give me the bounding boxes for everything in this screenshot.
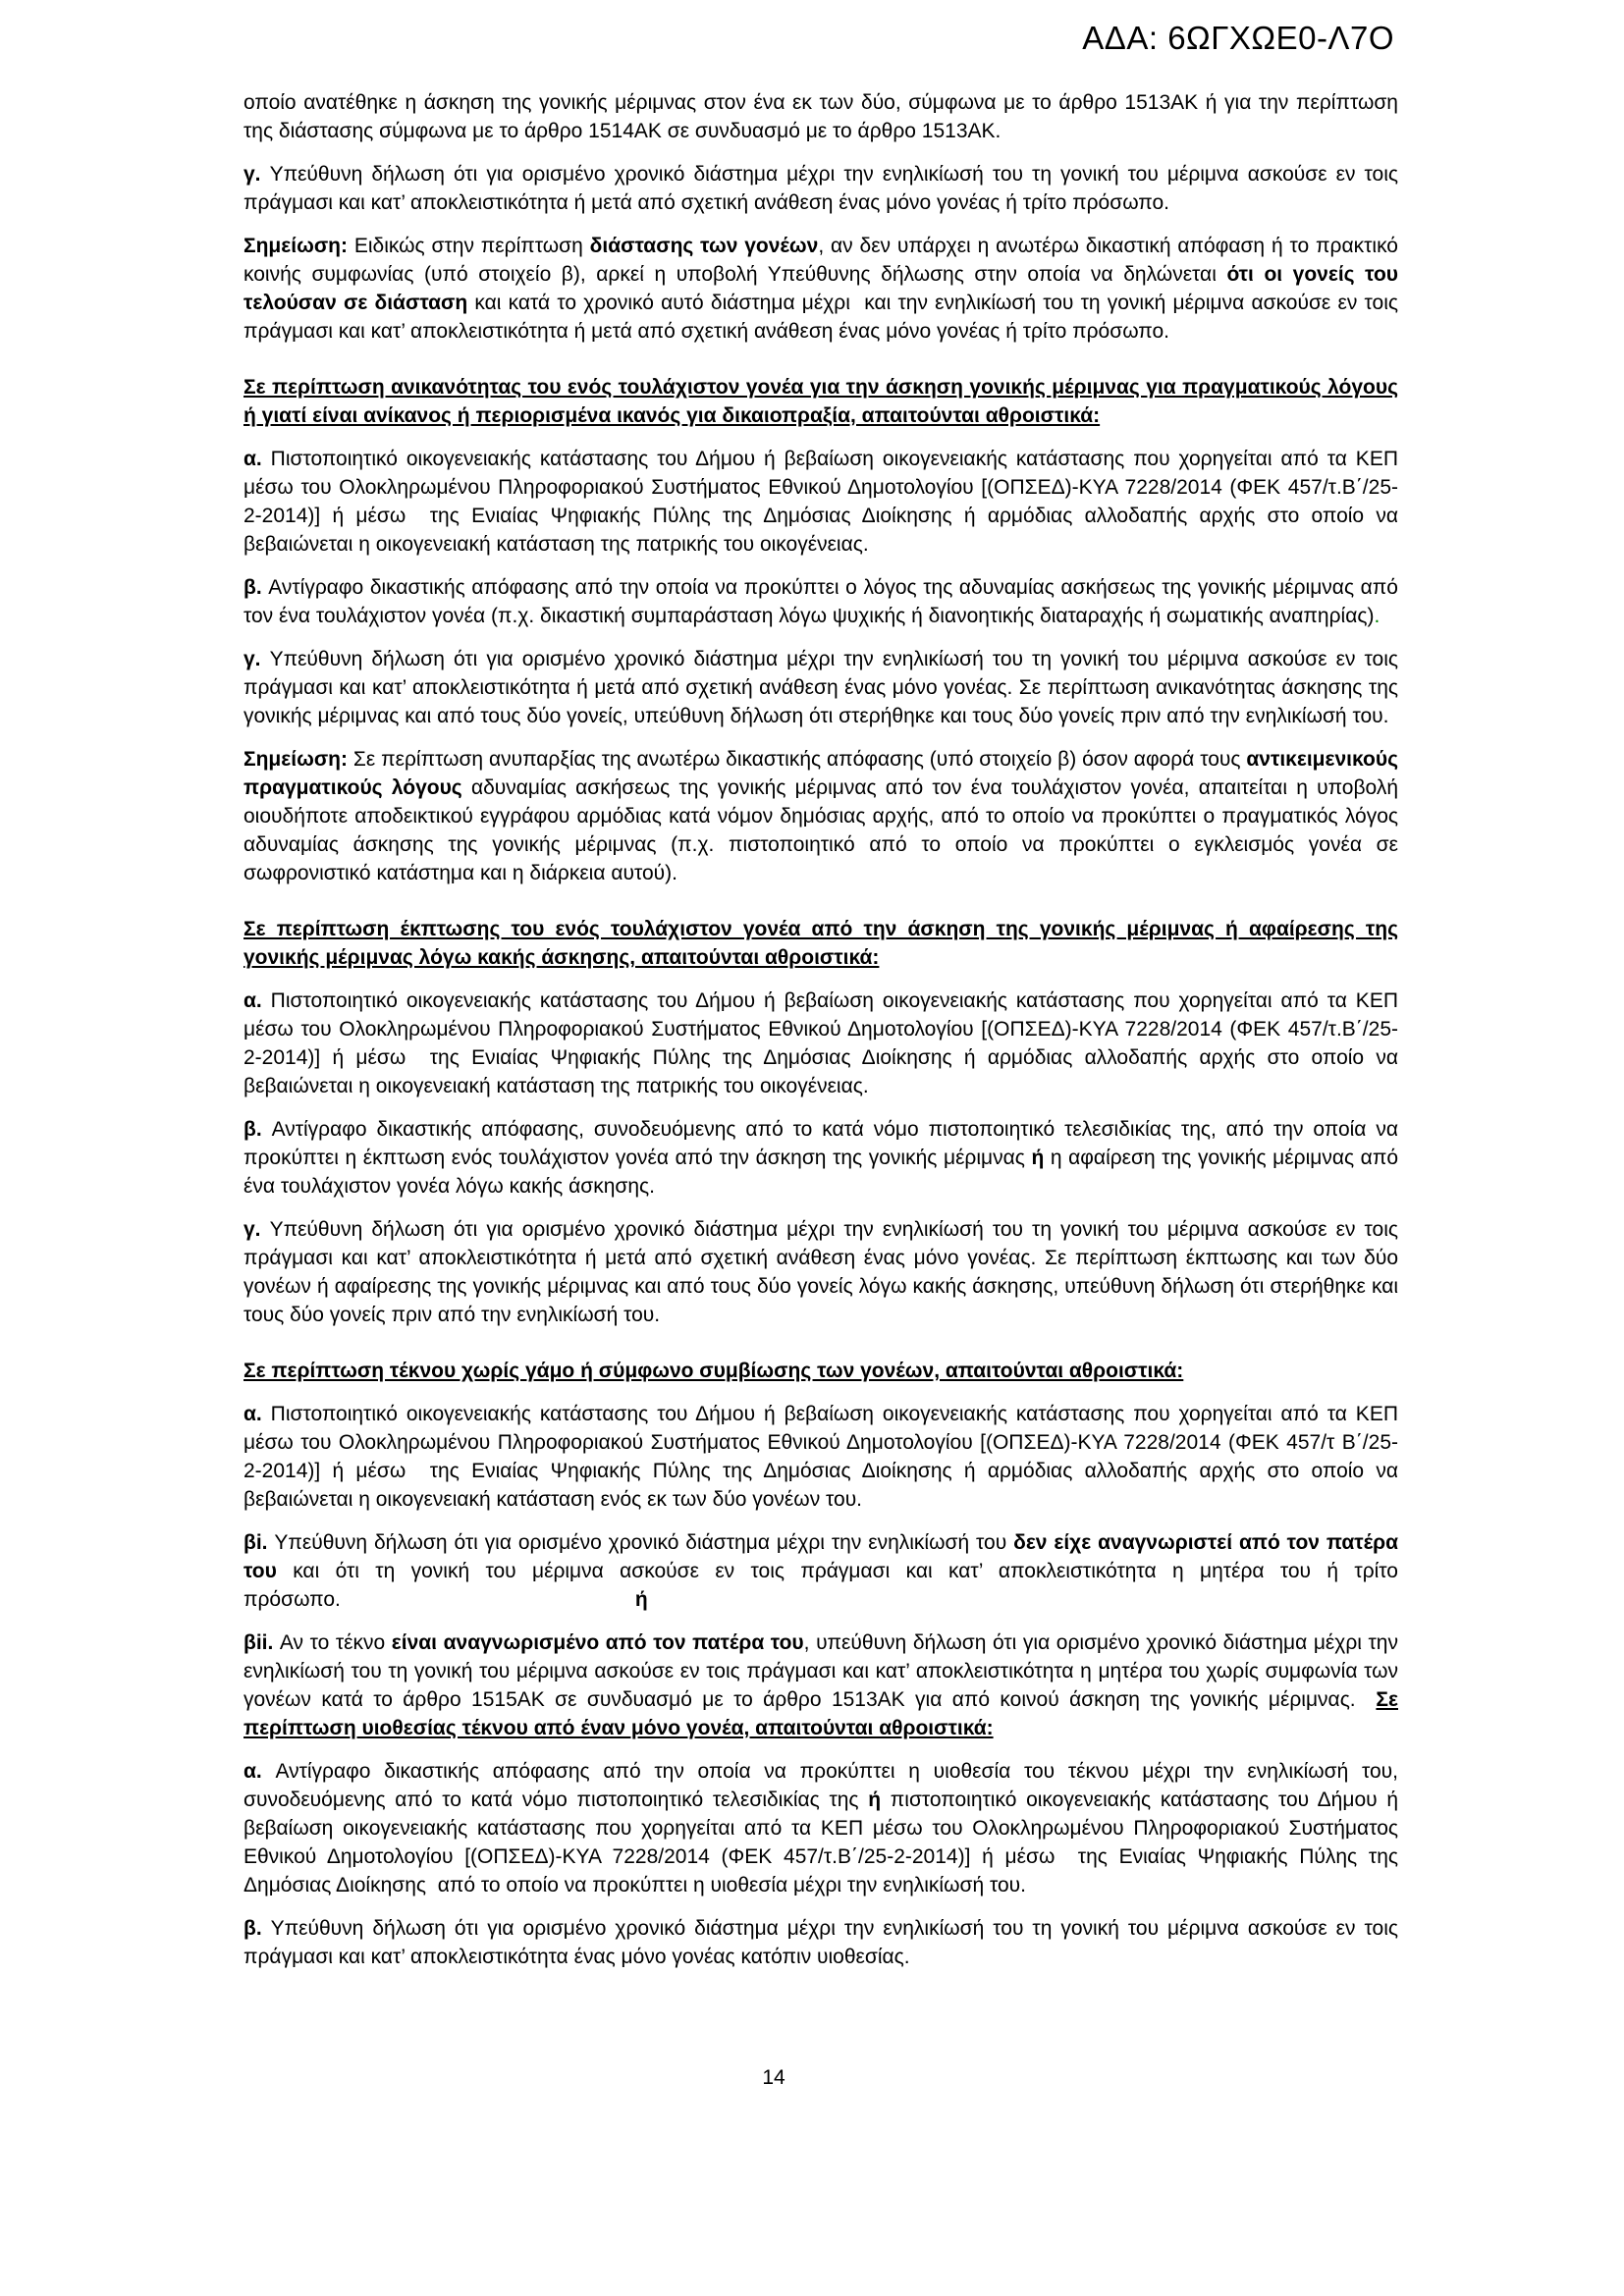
text-run: α.	[244, 1403, 271, 1425]
text-run: οποίο ανατέθηκε η άσκηση της γονικής μέριμνας στον ένα εκ των δύο, σύμφωνα με το άρθρο 1513ΑΚ ή για την περίπτωση της διάστασης σύμφωνα με το άρθρο 1514ΑΚ σε συνδυασμό με το άρθρο 1513ΑΚ.	[244, 91, 1398, 142]
text-run: αντικειμενικούς πραγματικούς λόγους	[244, 748, 1398, 799]
text-run: η αφαίρεση της γονικής μέριμνας από ένα τουλάχιστον γονέα λόγω κακής άσκησης.	[244, 1147, 1398, 1198]
text-run: πιστοποιητικό οικογενειακής κατάστασης του Δήμου ή βεβαίωση οικογενειακής κατάστασης που χορηγείται από τα ΚΕΠ μέσω του Ολοκληρωμένου Πληροφοριακού Συστήματος Εθνικού Δημοτολογίου [(ΟΠΣΕΔ)-ΚΥΑ 7228/2014 (ΦΕΚ 457/τ.Β΄/25-2-2014)] ή μέσω της Ενιαίας Ψηφιακής Πύλης της Δημόσιας Διοίκησης από το οποίο να προκύπτει η υιοθεσία μέχρι την ενηλικίωσή του.	[244, 1789, 1398, 1896]
text-run: α.	[244, 448, 271, 470]
text-run: β.	[244, 1118, 272, 1141]
section-heading-unmarried-parents	[244, 1357, 1398, 1385]
text-run: Πιστοποιητικό οικογενειακής κατάστασης του Δήμου ή βεβαίωση οικογενειακής κατάστασης που χορηγείται από τα ΚΕΠ μέσω του Ολοκληρωμένου Πληροφοριακού Συστήματος Εθνικού Δημοτολογίου [(ΟΠΣΕΔ)-ΚΥΑ 7228/2014 (ΦΕΚ 457/τ Β΄/25-2-2014)] ή μέσω της Ενιαίας Ψηφιακής Πύλης της Δημόσιας Διοίκησης ή αρμόδιας αλλοδαπής αρχής στο οποίο να βεβαιώνεται η οικογενειακή κατάσταση ενός εκ των δύο γονέων του.	[244, 1403, 1398, 1511]
item-beta-i	[244, 1528, 1398, 1614]
item-gamma-2	[244, 645, 1398, 730]
section-heading-forfeiture	[244, 915, 1398, 972]
note-paragraph-1	[244, 232, 1398, 346]
text-run: , αν δεν υπάρχει η ανωτέρω δικαστική απόφαση ή το πρακτικό κοινής συμφωνίας (υπό στοιχείο β), αρκεί η υποβολή Υπεύθυνης δήλωσης στην οποία να δηλώνεται	[244, 235, 1398, 286]
text-run: δεν είχε αναγνωριστεί από τον πατέρα του	[244, 1531, 1399, 1582]
text-run: Ειδικώς στην περίπτωση	[348, 235, 590, 257]
text-run: Αντίγραφο δικαστικής απόφασης από την οποία να προκύπτει ο λόγος της αδυναμίας ασκήσεως της γονικής μέριμνας από τον ένα τουλάχιστον γονέα (π.χ. δικαστική συμπαράσταση λόγω ψυχικής ή διανοητικής διαταραχής ή σωματικής αναπηρίας)	[244, 576, 1398, 627]
text-run: Σημείωση:	[244, 235, 349, 257]
text-run: βii.	[244, 1631, 280, 1654]
text-run: και κατά το χρονικό αυτό διάστημα μέχρι και την ενηλικίωσή του τη γονική μέριμνα ασκούσε εν τοις πράγμασι και κατ’ αποκλειστικότητα ή μετά από σχετική ανάθεση ένας μόνο γονέας ή τρίτο πρόσωπο.	[244, 292, 1398, 343]
item-alpha-1	[244, 445, 1398, 559]
text-run: γ.	[244, 163, 270, 186]
item-gamma-3	[244, 1215, 1398, 1329]
text-run: Υπεύθυνη δήλωση ότι για ορισμένο χρονικό διάστημα μέχρι την ενηλικίωσή του τη γονική του μέριμνα ασκούσε εν τοις πράγμασι και κατ’ αποκλειστικότητα ή μετά από σχετική ανάθεση ένας μόνο γονέας. Σε περίπτωση έκπτωσης και των δύο γονέων ή αφαίρεσης της γονικής μέριμνας και από τους δύο γονείς λόγω κακής άσκησης, υπεύθυνη δήλωση ότι στερήθηκε και τους δύο γονείς πριν από την ενηλικίωσή του.	[244, 1218, 1398, 1326]
item-beta-2	[244, 1115, 1398, 1201]
text-run: Αντίγραφο δικαστικής απόφασης από την οποία να προκύπτει η υιοθεσία του τέκνου μέχρι την ενηλικίωσή του, συνοδευόμενης από το κατά νόμο πιστοποιητικό τελεσιδικίας της	[244, 1760, 1398, 1811]
text-run: γ.	[244, 1218, 270, 1241]
intro-paragraph	[244, 88, 1398, 145]
text-run: β.	[244, 576, 269, 599]
text-run: Πιστοποιητικό οικογενειακής κατάστασης του Δήμου ή βεβαίωση οικογενειακής κατάστασης που χορηγείται από τα ΚΕΠ μέσω του Ολοκληρωμένου Πληροφοριακού Συστήματος Εθνικού Δημοτολογίου [(ΟΠΣΕΔ)-ΚΥΑ 7228/2014 (ΦΕΚ 457/τ.Β΄/25-2-2014)] ή μέσω της Ενιαίας Ψηφιακής Πύλης της Δημόσιας Διοίκησης ή αρμόδιας αλλοδαπής αρχής στο οποίο να βεβαιώνεται η οικογενειακή κατάσταση της πατρικής του οικογένειας.	[244, 989, 1398, 1097]
item-beta-3	[244, 1914, 1398, 1971]
item-alpha-4	[244, 1757, 1398, 1899]
document-body	[244, 88, 1398, 1986]
text-run: Υπεύθυνη δήλωση ότι για ορισμένο χρονικό διάστημα μέχρι την ενηλικίωσή του τη γονική του μέριμνα ασκούσε εν τοις πράγμασι και κατ’ αποκλειστικότητα ή μετά από σχετική ανάθεση ένας μόνο γονέας ή τρίτο πρόσωπο.	[244, 163, 1398, 214]
text-run: Σε περίπτωση ανικανότητας του ενός τουλάχιστον γονέα για την άσκηση γονικής μέριμνας για πραγματικούς λόγους ή γιατί είναι ανίκανος ή περιορισμένα ικανός για δικαιοπραξία, απαιτούνται αθροιστικά:	[244, 376, 1398, 427]
text-run: Υπεύθυνη δήλωση ότι για ορισμένο χρονικό διάστημα μέχρι την ενηλικίωσή του	[274, 1531, 1014, 1554]
text-run: Σε περίπτωση έκπτωσης του ενός τουλάχιστον γονέα από την άσκηση της γονικής μέριμνας ή αφαίρεσης της γονικής μέριμνας λόγω κακής άσκησης, απαιτούνται αθροιστικά:	[244, 918, 1398, 969]
text-run: ή	[868, 1789, 882, 1811]
text-run: Υπεύθυνη δήλωση ότι για ορισμένο χρονικό διάστημα μέχρι την ενηλικίωσή του τη γονική του μέριμνα ασκούσε εν τοις πράγμασι και κατ’ αποκλειστικότητα ή μετά από σχετική ανάθεση ένας μόνο γονέας. Σε περίπτωση ανικανότητας άσκησης της γονικής μέριμνας και από τους δύο γονείς, υπεύθυνη δήλωση ότι στερήθηκε και τους δύο γονείς πριν από την ενηλικίωσή του.	[244, 648, 1398, 727]
page-number: 14	[762, 2066, 785, 2089]
text-run: .	[1374, 605, 1380, 627]
text-run: α.	[244, 1760, 276, 1783]
text-run: β.	[244, 1917, 271, 1940]
section-heading-incapacity	[244, 373, 1398, 430]
text-run: διάστασης των γονέων	[589, 235, 819, 257]
item-beta-ii	[244, 1629, 1398, 1742]
ada-header: ΑΔΑ: 6ΩΓΧΩΕ0-Λ7Ο	[1082, 20, 1394, 56]
text-run: αδυναμίας ασκήσεως της γονικής μέριμνας από τον ένα τουλάχιστον γονέα, απαιτείται η υποβολή οιουδήποτε αποδεικτικού εγγράφου αρμόδιας κατά νόμον δημόσιας αρχής, από το οποίο να προκύπτει ο πραγματικός λόγος αδυναμίας άσκησης της γονικής μέριμνας (π.χ. πιστοποιητικό από το οποίο να προκύπτει ο εγκλεισμός γονέα σε σωφρονιστικό κατάστημα και η διάρκεια αυτού).	[244, 776, 1399, 884]
text-run: ή	[634, 1588, 648, 1611]
text-run: α.	[244, 989, 271, 1012]
text-run: , υπεύθυνη δήλωση ότι για ορισμένο χρονικό διάστημα μέχρι την ενηλικίωσή του τη γονική του μέριμνα ασκούσε εν τοις πράγμασι και κατ’ αποκλειστικότητα η μητέρα του χωρίς συμφωνία των γονέων κατά το άρθρο 1515ΑΚ σε συνδυασμό με το άρθρο 1513ΑΚ για από κοινού άσκηση της γονικής μέριμνας.	[244, 1631, 1398, 1711]
item-alpha-2	[244, 987, 1398, 1100]
text-run: Σε περίπτωση υιοθεσίας τέκνου από έναν μόνο γονέα, απαιτούνται αθροιστικά:	[244, 1688, 1398, 1739]
item-alpha-3	[244, 1400, 1398, 1514]
note-paragraph-2	[244, 745, 1398, 887]
text-run: Σε περίπτωση τέκνου χωρίς γάμο ή σύμφωνο συμβίωσης των γονέων, απαιτούνται αθροιστικά:	[244, 1360, 1184, 1382]
text-run: ή	[1031, 1147, 1045, 1169]
text-run: είναι αναγνωρισμένο από τον πατέρα του	[391, 1631, 804, 1654]
text-run: Σημείωση:	[244, 748, 349, 771]
text-run: Αντίγραφο δικαστικής απόφασης, συνοδευόμενης από το κατά νόμο πιστοποιητικό τελεσιδικίας της, από την οποία να προκύπτει η έκπτωση ενός τουλάχιστον γονέα από την άσκηση της γονικής μέριμνας	[244, 1118, 1398, 1169]
item-beta-1	[244, 573, 1398, 630]
text-run: βi.	[244, 1531, 275, 1554]
text-run: ότι οι γονείς του τελούσαν σε διάσταση	[244, 263, 1398, 314]
text-run: Πιστοποιητικό οικογενειακής κατάστασης του Δήμου ή βεβαίωση οικογενειακής κατάστασης που χορηγείται από τα ΚΕΠ μέσω του Ολοκληρωμένου Πληροφοριακού Συστήματος Εθνικού Δημοτολογίου [(ΟΠΣΕΔ)-ΚΥΑ 7228/2014 (ΦΕΚ 457/τ.Β΄/25-2-2014)] ή μέσω της Ενιαίας Ψηφιακής Πύλης της Δημόσιας Διοίκησης ή αρμόδιας αλλοδαπής αρχής στο οποίο να βεβαιώνεται η οικογενειακή κατάσταση της πατρικής του οικογένειας.	[244, 448, 1398, 556]
text-run: Σε περίπτωση ανυπαρξίας της ανωτέρω δικαστικής απόφασης (υπό στοιχείο β) όσον αφορά τους	[348, 748, 1247, 771]
text-run: Αν το τέκνο	[279, 1631, 392, 1654]
text-run: γ.	[244, 648, 270, 670]
item-gamma-1	[244, 160, 1398, 217]
text-run: Υπεύθυνη δήλωση ότι για ορισμένο χρονικό διάστημα μέχρι την ενηλικίωσή του τη γονική του μέριμνα ασκούσε εν τοις πράγμασι και κατ’ αποκλειστικότητα ένας μόνο γονέας κατόπιν υιοθεσίας.	[244, 1917, 1398, 1968]
text-run: και ότι τη γονική του μέριμνα ασκούσε εν τοις πράγμασι και κατ’ αποκλειστικότητα η μητέρα του ή τρίτο πρόσωπο.	[244, 1560, 1398, 1611]
